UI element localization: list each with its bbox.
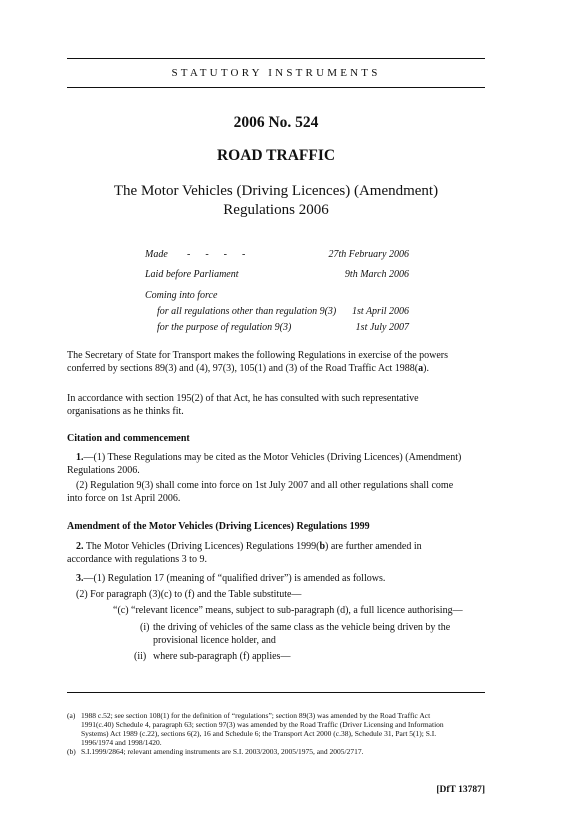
footnote-a-label: (a) [67,711,76,720]
footnote-a-line-4: 1996/1974 and 1998/1420. [81,738,162,747]
reg-1-text: —(1) These Regulations may be cited as the Motor Vehicles (Driving Licences) (Amendment) [83,452,462,463]
subject-heading: ROAD TRAFFIC [216,147,336,164]
force-1-label: for all regulations other than regulation 9(3) [157,306,337,317]
reg-1-number: 1. [76,452,84,463]
quote-i-text [153,622,485,647]
regulation-1-para-1 [67,452,485,477]
reg-3-2-text: (2) For paragraph (3)(c) to (f) and the Table substitute— [76,589,302,600]
laid-label: Laid before Parliament [145,269,239,280]
footnote-a-text [81,711,485,747]
force-2-date: 1st July 2007 [355,322,409,333]
instrument-title [67,182,485,220]
preamble-1-line-1: The Secretary of State for Transport makes the following Regulations in exercise of the powers [67,350,449,361]
made-label: Made [145,249,168,260]
footnote-a-line-2: 1991(c.40) Schedule 4, paragraph 63; section 97(3) was amended by the Road Traffic (Driver Licensing and Information [81,720,444,729]
reg-1-line-2: Regulations 2006. [67,464,140,476]
force-label: Coming into force [145,290,218,301]
reg-2-text: The Motor Vehicles (Driving Licences) Regulations 1999( [83,541,320,552]
regulation-1-para-2 [67,480,485,505]
made-dashes: - - - - [187,249,246,260]
reg-2-number: 2. [76,541,84,552]
regulation-3-para-2 [67,589,485,602]
preamble-paragraph-1 [67,350,485,375]
regulation-3-para-1 [67,573,485,586]
preamble-2-line-2: organisations as he thinks fit. [67,405,184,417]
reg-1-line-1 [67,452,485,465]
amendment-heading: Amendment of the Motor Vehicles (Driving Licences) Regulations 1999 [67,521,370,532]
reg-1-2-line-1: (2) Regulation 9(3) shall come into force on 1st July 2007 and all other regulations shall come [76,480,454,491]
reg-3-line-1 [67,573,485,586]
laid-date: 9th March 2006 [344,269,409,280]
preamble-1-line-2 [67,363,485,376]
force-1-date: 1st April 2006 [351,306,409,317]
reg-1-2-line-2: into force on 1st April 2006. [67,492,181,504]
preamble-2-line-1: In accordance with section 195(2) of that Act, he has consulted with such representative [67,393,419,404]
footnote-ref-b: b [319,541,326,552]
quote-ii-number: (ii) [134,651,147,662]
quote-para-c: “(c) “relevant licence” means, subject to sub-paragraph (d), a full licence authorising— [113,605,463,616]
preamble-paragraph-2 [67,393,485,418]
quote-i-number: (i) [140,622,150,633]
title-line-1: The Motor Vehicles (Driving Licences) (Amendment) [113,183,439,199]
footnote-rule [67,692,485,693]
footnote-b-label: (b) [67,747,76,756]
quote-ii-text: where sub-paragraph (f) applies— [153,651,291,662]
reg-3-number: 3. [76,573,84,584]
quote-i-line-2: provisional licence holder, and [153,634,276,646]
series-heading: STATUTORY INSTRUMENTS [171,67,381,79]
quote-i-line-1: the driving of vehicles of the same class as the vehicle being driven by the [153,622,451,633]
citation-heading: Citation and commencement [67,433,190,444]
made-date: 27th February 2006 [328,249,409,260]
preamble-1-text: conferred by sections 89(3) and (4), 97(3), 105(1) and (3) of the Road Traffic Act 1988( [67,362,419,374]
top-rule [67,58,485,59]
reg-3-text: —(1) Regulation 17 (meaning of “qualified driver”) is amended as follows. [83,573,386,584]
reg-2-text-end: ) are further amended in [325,541,422,552]
reg-2-line-1 [67,541,485,554]
force-2-label: for the purpose of regulation 9(3) [157,322,292,333]
title-line-2: Regulations 2006 [223,202,329,218]
footnote-a-line-1: 1988 c.52; see section 108(1) for the definition of “regulations”; section 89(3) was amended by the Road Traffic Act [81,711,431,720]
header-rule [67,87,485,88]
preamble-1-end: ). [423,362,429,374]
regulation-2 [67,541,485,566]
instrument-number: 2006 No. 524 [233,114,319,131]
document-reference: [DfT 13787] [436,785,485,795]
footnote-a-line-3: Systems) Act 1989 (c.22), sections 6(2), 16 and Schedule 6; the Transport Act 2000 (c.38), Schedule 31, Part 5(1); S.I. [81,729,437,738]
footnote-b-text: S.I.1999/2864; relevant amending instruments are S.I. 2003/2003, 2005/1975, and 2005/2717. [81,747,364,756]
reg-2-line-2: accordance with regulations 3 to 9. [67,553,207,565]
footnote-ref-a: a [418,362,424,374]
